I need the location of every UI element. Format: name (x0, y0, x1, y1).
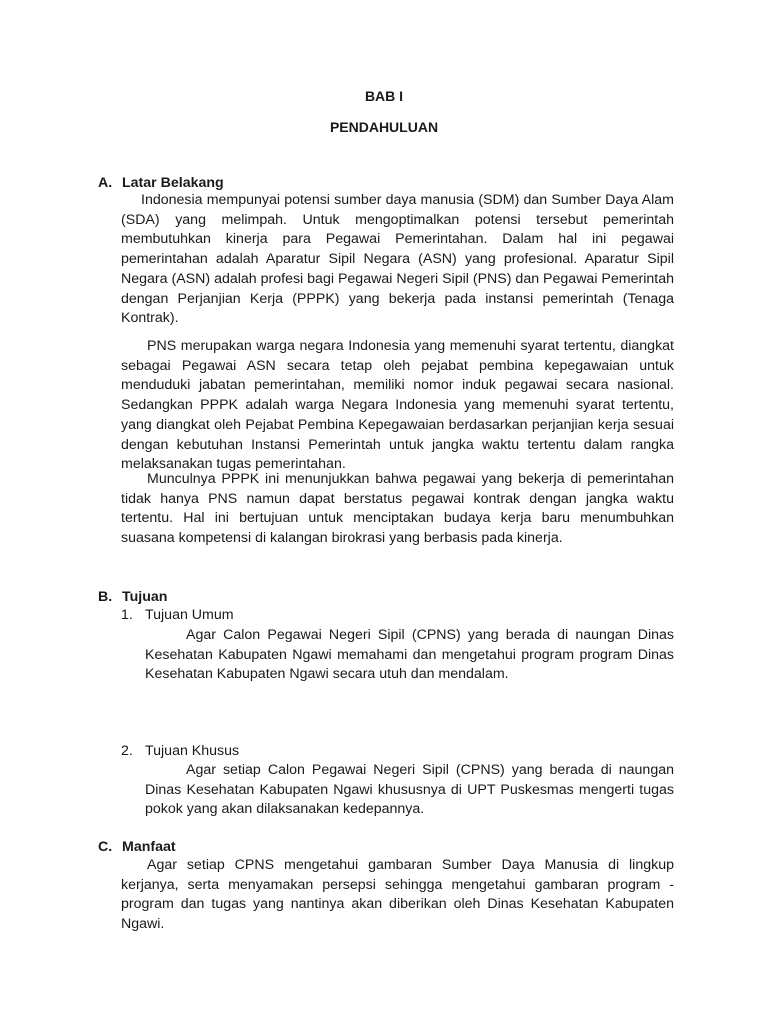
tujuan-umum-title: Tujuan Umum (145, 607, 234, 623)
section-b-heading (98, 589, 167, 605)
section-c-title: Manfaat (122, 839, 176, 855)
section-a-paragraph-2: PNS merupakan warga negara Indonesia yang memenuhi syarat tertentu, diangkat sebagai Pegawai ASN secara tetap oleh pejabat pembina kepegawaian untuk menduduki jabatan pemerintahan, memiliki nomor induk pegawai secara nasional. Sedangkan PPPK adalah warga Negara Indonesia yang memenuhi syarat tertentu, yang diangkat oleh Pejabat Pembina Kepegawaian berdasarkan perjanjian kerja sesuai dengan kebutuhan Instansi Pemerintah untuk jangka waktu tertentu dalam rangka melaksanakan tugas pemerintahan. (121, 338, 674, 473)
section-a-letter: A. (98, 175, 113, 191)
section-a-paragraph-3: Munculnya PPPK ini menunjukkan bahwa pegawai yang bekerja di pemerintahan tidak hanya PNS namun dapat berstatus pegawai kontrak dengan jangka waktu tertentu. Hal ini bertujuan untuk menciptakan budaya kerja baru menumbuhkan suasana kompetensi di kalangan birokrasi yang berbasis pada kinerja. (121, 471, 674, 547)
section-a-heading (98, 175, 224, 191)
section-c-letter: C. (98, 839, 113, 855)
section-b-letter: B. (98, 589, 113, 605)
tujuan-umum-item (121, 606, 234, 626)
section-a-title: Latar Belakang (122, 175, 224, 191)
section-a-paragraph-1: Indonesia mempunyai potensi sumber daya manusia (SDM) dan Sumber Daya Alam (SDA) yang melimpah. Untuk mengoptimalkan potensi tersebut pemerintah membutuhkan kinerja para Pegawai Pemerintahan. Dalam hal ini pegawai pemerintahan adalah Aparatur Sipil Negara (ASN) yang profesional. Aparatur Sipil Negara (ASN) adalah profesi bagi Pegawai Negeri Sipil (PNS) dan Pegawai Pemerintah dengan Perjanjian Kerja (PPPK) yang bekerja pada instansi pemerintah (Tenaga Kontrak). (121, 192, 674, 327)
tujuan-khusus-text: Agar setiap Calon Pegawai Negeri Sipil (CPNS) yang berada di naungan Dinas Kesehatan Kabupaten Ngawi khususnya di UPT Puskesmas mengerti tugas pokok yang akan dilaksanakan kedepannya. (145, 762, 674, 818)
tujuan-khusus-item (121, 742, 239, 762)
tujuan-khusus-title: Tujuan Khusus (145, 743, 240, 759)
tujuan-khusus-number: 2. (121, 743, 133, 759)
section-b-title: Tujuan (122, 589, 168, 605)
section-c-heading (98, 839, 176, 855)
chapter-number: BAB I (364, 88, 404, 104)
tujuan-umum-number: 1. (121, 607, 133, 623)
tujuan-umum-text: Agar Calon Pegawai Negeri Sipil (CPNS) yang berada di naungan Dinas Kesehatan Kabupaten Ngawi memahami dan mengetahui program program Dinas Kesehatan Kabupaten Ngawi secara utuh dan mendalam. (145, 627, 674, 683)
chapter-title: PENDAHULUAN (329, 119, 439, 135)
section-c-paragraph-1: Agar setiap CPNS mengetahui gambaran Sumber Daya Manusia di lingkup kerjanya, serta menyamakan persepsi sehingga mengetahui gambaran program - program dan tugas yang nantinya akan diberikan oleh Dinas Kesehatan Kabupaten Ngawi. (121, 857, 674, 933)
